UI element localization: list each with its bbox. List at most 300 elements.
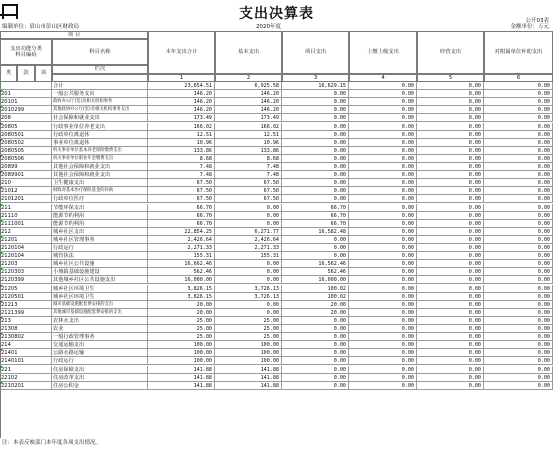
cell-amount[interactable]: 100.00	[215, 341, 282, 349]
table-row[interactable]	[0, 171, 553, 179]
table-row[interactable]	[0, 179, 553, 187]
cell-amount[interactable]: 66.70	[148, 204, 215, 212]
cell-amount[interactable]: 0.00	[484, 382, 553, 390]
cell-subject-name[interactable]: 住房改革支出	[52, 374, 148, 382]
cell-subject-name[interactable]: 公路水路运输	[52, 349, 148, 357]
cell-amount[interactable]: 0.00	[484, 147, 553, 155]
cell-amount[interactable]: 0.00	[417, 179, 484, 187]
cell-amount[interactable]: 20.00	[282, 309, 349, 317]
cell-amount[interactable]: 67.50	[148, 187, 215, 195]
cell-amount[interactable]: 0.00	[417, 195, 484, 203]
cell-amount[interactable]: 0.00	[349, 131, 417, 139]
table-row[interactable]	[0, 106, 553, 114]
cell-func-code[interactable]	[0, 179, 52, 187]
cell-func-code[interactable]	[0, 317, 52, 325]
cell-amount[interactable]: 146.20	[148, 106, 215, 114]
cell-amount[interactable]: 0.00	[349, 325, 417, 333]
cell-amount[interactable]: 0.00	[417, 309, 484, 317]
cell-subject-name[interactable]: 其他城市基础设施配套费安排的支出	[52, 309, 148, 317]
table-row[interactable]	[0, 309, 553, 317]
cell-amount[interactable]: 0.00	[417, 366, 484, 374]
cell-amount[interactable]: 0.00	[349, 382, 417, 390]
cell-amount[interactable]: 0.00	[282, 357, 349, 365]
cell-amount[interactable]: 0.00	[484, 357, 553, 365]
cell-amount[interactable]: 0.00	[417, 187, 484, 195]
cell-amount[interactable]: 0.00	[417, 357, 484, 365]
cell-amount[interactable]: 7.48	[215, 171, 282, 179]
cell-amount[interactable]: 2,271.33	[215, 244, 282, 252]
table-row[interactable]	[0, 341, 553, 349]
cell-amount[interactable]: 0.00	[417, 236, 484, 244]
cell-subject-name[interactable]: 其他社会保障和就业支出	[52, 163, 148, 171]
cell-func-code[interactable]	[0, 309, 52, 317]
cell-amount[interactable]: 20.00	[148, 301, 215, 309]
cell-func-code[interactable]	[0, 374, 52, 382]
cell-amount[interactable]: 0.00	[417, 293, 484, 301]
cell-amount[interactable]: 146.20	[215, 106, 282, 114]
cell-amount[interactable]: 0.00	[484, 98, 553, 106]
cell-amount[interactable]: 0.00	[417, 228, 484, 236]
cell-amount[interactable]: 0.00	[282, 163, 349, 171]
cell-amount[interactable]: 166.02	[215, 123, 282, 131]
cell-subject-name[interactable]: 城乡社区管理事务	[52, 236, 148, 244]
cell-amount[interactable]: 16,000.00	[148, 276, 215, 284]
table-row[interactable]	[0, 114, 553, 122]
cell-amount[interactable]: 3,726.13	[215, 293, 282, 301]
cell-func-code[interactable]	[0, 106, 52, 114]
cell-amount[interactable]: 146.20	[215, 98, 282, 106]
table-row[interactable]	[0, 374, 553, 382]
cell-amount[interactable]: 7.48	[148, 163, 215, 171]
cell-amount[interactable]: 0.00	[282, 317, 349, 325]
cell-subject-name[interactable]: 能源节约利用	[52, 220, 148, 228]
cell-amount[interactable]: 0.00	[282, 131, 349, 139]
cell-amount[interactable]: 146.20	[148, 90, 215, 98]
cell-amount[interactable]: 155.31	[148, 252, 215, 260]
cell-amount[interactable]: 146.20	[148, 98, 215, 106]
table-row[interactable]	[0, 366, 553, 374]
cell-subject-name[interactable]: 城管执法	[52, 252, 148, 260]
cell-amount[interactable]: 0.00	[215, 204, 282, 212]
cell-amount[interactable]: 0.00	[349, 374, 417, 382]
cell-amount[interactable]: 0.00	[417, 382, 484, 390]
cell-amount[interactable]: 3,826.15	[148, 293, 215, 301]
cell-amount[interactable]: 141.88	[148, 374, 215, 382]
table-row[interactable]	[0, 301, 553, 309]
cell-subject-name[interactable]: 城市基础设施配套费安排的支出	[52, 301, 148, 309]
cell-amount[interactable]: 0.00	[282, 374, 349, 382]
cell-amount[interactable]: 0.00	[215, 309, 282, 317]
cell-amount[interactable]: 0.00	[484, 163, 553, 171]
table-row[interactable]	[0, 212, 553, 220]
table-row[interactable]	[0, 139, 553, 147]
cell-amount[interactable]: 0.00	[417, 301, 484, 309]
table-row[interactable]	[0, 260, 553, 268]
cell-amount[interactable]: 0.00	[484, 131, 553, 139]
cell-func-code[interactable]	[0, 285, 52, 293]
cell-amount[interactable]: 0.00	[349, 285, 417, 293]
cell-amount[interactable]: 0.00	[484, 212, 553, 220]
cell-func-code[interactable]	[0, 260, 52, 268]
cell-amount[interactable]: 0.00	[417, 349, 484, 357]
cell-amount[interactable]: 100.02	[282, 293, 349, 301]
cell-amount[interactable]: 0.00	[417, 285, 484, 293]
cell-amount[interactable]: 0.00	[215, 301, 282, 309]
cell-amount[interactable]: 0.00	[349, 179, 417, 187]
cell-amount[interactable]: 0.00	[417, 106, 484, 114]
cell-subject-name[interactable]: 其他城乡社区公共设施支出	[52, 276, 148, 284]
cell-amount[interactable]: 16,662.46	[148, 260, 215, 268]
cell-amount[interactable]: 0.00	[484, 333, 553, 341]
cell-amount[interactable]: 25.00	[148, 325, 215, 333]
cell-amount[interactable]: 0.00	[417, 374, 484, 382]
cell-func-code[interactable]	[0, 82, 52, 90]
cell-subject-name[interactable]: 行政事业单位养老支出	[52, 123, 148, 131]
cell-subject-name[interactable]: 其他政协办公厅(室)及相关机构事务支出	[52, 106, 148, 114]
cell-amount[interactable]: 0.00	[282, 123, 349, 131]
cell-amount[interactable]: 10.96	[148, 139, 215, 147]
cell-amount[interactable]: 0.00	[349, 260, 417, 268]
table-row[interactable]	[0, 382, 553, 390]
cell-amount[interactable]: 146.20	[215, 90, 282, 98]
cell-amount[interactable]: 0.00	[417, 114, 484, 122]
cell-amount[interactable]: 0.00	[349, 317, 417, 325]
cell-amount[interactable]: 0.00	[215, 212, 282, 220]
cell-subject-name[interactable]: 行政单位离退休	[52, 131, 148, 139]
cell-amount[interactable]: 0.00	[349, 123, 417, 131]
table-row[interactable]	[0, 163, 553, 171]
cell-subject-name[interactable]: 行政运行	[52, 244, 148, 252]
cell-amount[interactable]: 0.00	[349, 349, 417, 357]
cell-amount[interactable]: 0.00	[349, 276, 417, 284]
cell-amount[interactable]: 0.00	[349, 195, 417, 203]
cell-subject-name[interactable]: 一般行政管理事务	[52, 333, 148, 341]
cell-amount[interactable]: 0.00	[484, 268, 553, 276]
cell-amount[interactable]: 0.00	[484, 187, 553, 195]
cell-func-code[interactable]	[0, 123, 52, 131]
cell-amount[interactable]: 0.00	[484, 171, 553, 179]
cell-amount[interactable]: 0.00	[282, 244, 349, 252]
cell-amount[interactable]: 0.00	[417, 325, 484, 333]
cell-amount[interactable]: 6,925.58	[215, 82, 282, 90]
cell-amount[interactable]: 67.50	[215, 187, 282, 195]
cell-amount[interactable]: 141.88	[148, 366, 215, 374]
cell-func-code[interactable]	[0, 276, 52, 284]
cell-amount[interactable]: 22,854.25	[148, 228, 215, 236]
cell-amount[interactable]: 0.00	[349, 268, 417, 276]
cell-amount[interactable]: 16,562.46	[282, 260, 349, 268]
cell-amount[interactable]: 0.00	[484, 244, 553, 252]
cell-amount[interactable]: 0.00	[349, 228, 417, 236]
cell-amount[interactable]: 0.00	[417, 98, 484, 106]
cell-amount[interactable]: 133.86	[148, 147, 215, 155]
cell-amount[interactable]: 0.00	[484, 236, 553, 244]
table-row[interactable]	[0, 155, 553, 163]
table-row[interactable]	[0, 204, 553, 212]
cell-amount[interactable]: 562.46	[148, 268, 215, 276]
cell-amount[interactable]: 66.70	[282, 220, 349, 228]
cell-func-code[interactable]	[0, 171, 52, 179]
cell-subject-name[interactable]: 事业单位离退休	[52, 139, 148, 147]
cell-func-code[interactable]	[0, 195, 52, 203]
cell-amount[interactable]: 0.00	[282, 147, 349, 155]
cell-subject-name[interactable]: 住房保障支出	[52, 366, 148, 374]
cell-amount[interactable]: 0.00	[349, 293, 417, 301]
cell-subject-name[interactable]: 城乡社区环境卫生	[52, 293, 148, 301]
cell-subject-name[interactable]: 农林水支出	[52, 317, 148, 325]
cell-amount[interactable]: 0.00	[282, 155, 349, 163]
cell-subject-name[interactable]: 能源节约利用	[52, 212, 148, 220]
cell-amount[interactable]: 67.50	[148, 195, 215, 203]
cell-amount[interactable]: 0.00	[417, 82, 484, 90]
cell-amount[interactable]: 173.49	[215, 114, 282, 122]
cell-amount[interactable]: 0.00	[484, 82, 553, 90]
cell-amount[interactable]: 3,726.13	[215, 285, 282, 293]
table-row[interactable]	[0, 147, 553, 155]
cell-amount[interactable]: 7.48	[148, 171, 215, 179]
cell-amount[interactable]: 0.00	[349, 171, 417, 179]
cell-amount[interactable]: 0.00	[282, 333, 349, 341]
cell-amount[interactable]: 0.00	[349, 212, 417, 220]
cell-amount[interactable]: 0.00	[484, 260, 553, 268]
table-row[interactable]	[0, 236, 553, 244]
cell-amount[interactable]: 3,826.15	[148, 285, 215, 293]
cell-subject-name[interactable]: 合计	[52, 82, 148, 90]
cell-amount[interactable]: 0.00	[282, 179, 349, 187]
cell-amount[interactable]: 0.00	[349, 187, 417, 195]
cell-func-code[interactable]	[0, 382, 52, 390]
cell-amount[interactable]: 100.00	[148, 349, 215, 357]
cell-amount[interactable]: 0.00	[484, 285, 553, 293]
cell-amount[interactable]: 0.00	[484, 252, 553, 260]
cell-amount[interactable]: 16,582.48	[282, 228, 349, 236]
cell-amount[interactable]: 0.00	[349, 90, 417, 98]
cell-amount[interactable]: 155.31	[215, 252, 282, 260]
cell-amount[interactable]: 141.88	[148, 382, 215, 390]
cell-amount[interactable]: 0.00	[417, 333, 484, 341]
cell-func-code[interactable]	[0, 341, 52, 349]
cell-amount[interactable]: 0.00	[484, 106, 553, 114]
cell-amount[interactable]: 0.00	[417, 252, 484, 260]
cell-func-code[interactable]	[0, 163, 52, 171]
cell-amount[interactable]: 25.00	[215, 333, 282, 341]
cell-amount[interactable]: 0.00	[349, 244, 417, 252]
cell-func-code[interactable]	[0, 90, 52, 98]
cell-amount[interactable]: 0.00	[417, 220, 484, 228]
cell-func-code[interactable]	[0, 147, 52, 155]
cell-amount[interactable]: 0.00	[282, 325, 349, 333]
table-row[interactable]	[0, 293, 553, 301]
cell-amount[interactable]: 0.00	[349, 204, 417, 212]
cell-amount[interactable]: 0.00	[484, 309, 553, 317]
cell-amount[interactable]: 0.00	[349, 163, 417, 171]
cell-amount[interactable]: 0.00	[417, 131, 484, 139]
cell-amount[interactable]: 562.46	[282, 268, 349, 276]
cell-func-code[interactable]	[0, 114, 52, 122]
cell-subject-name[interactable]: 城乡社区环境卫生	[52, 285, 148, 293]
cell-func-code[interactable]	[0, 98, 52, 106]
cell-func-code[interactable]	[0, 212, 52, 220]
cell-amount[interactable]: 20.00	[282, 301, 349, 309]
cell-func-code[interactable]	[0, 244, 52, 252]
cell-func-code[interactable]	[0, 333, 52, 341]
table-row[interactable]	[0, 317, 553, 325]
cell-amount[interactable]: 133.86	[215, 147, 282, 155]
cell-amount[interactable]: 0.00	[484, 195, 553, 203]
cell-subject-name[interactable]: 行政运行	[52, 357, 148, 365]
cell-amount[interactable]: 0.00	[417, 204, 484, 212]
cell-subject-name[interactable]: 交通运输支出	[52, 341, 148, 349]
cell-subject-name[interactable]: 财政对基本医疗保险基金的补助	[52, 187, 148, 195]
cell-amount[interactable]: 0.00	[282, 114, 349, 122]
table-row[interactable]	[0, 333, 553, 341]
cell-amount[interactable]: 0.00	[417, 260, 484, 268]
cell-amount[interactable]: 0.00	[484, 139, 553, 147]
cell-amount[interactable]: 0.00	[282, 252, 349, 260]
cell-amount[interactable]: 0.00	[282, 366, 349, 374]
cell-amount[interactable]: 0.00	[349, 114, 417, 122]
cell-amount[interactable]: 66.70	[282, 204, 349, 212]
cell-amount[interactable]: 0.00	[484, 114, 553, 122]
table-row[interactable]	[0, 220, 553, 228]
cell-func-code[interactable]	[0, 220, 52, 228]
cell-amount[interactable]: 0.00	[484, 325, 553, 333]
cell-amount[interactable]: 0.00	[349, 333, 417, 341]
table-row[interactable]	[0, 228, 553, 236]
cell-amount[interactable]: 8.68	[215, 155, 282, 163]
cell-amount[interactable]: 0.00	[417, 155, 484, 163]
table-row[interactable]	[0, 285, 553, 293]
cell-amount[interactable]: 0.00	[282, 382, 349, 390]
cell-amount[interactable]: 0.00	[349, 252, 417, 260]
cell-amount[interactable]: 0.00	[349, 341, 417, 349]
cell-amount[interactable]: 2,426.64	[148, 236, 215, 244]
cell-amount[interactable]: 12.51	[215, 131, 282, 139]
cell-amount[interactable]: 23,654.51	[148, 82, 215, 90]
cell-amount[interactable]: 0.00	[484, 366, 553, 374]
cell-amount[interactable]: 0.00	[417, 244, 484, 252]
cell-amount[interactable]: 66.70	[148, 220, 215, 228]
cell-func-code[interactable]	[0, 187, 52, 195]
cell-amount[interactable]: 0.00	[417, 212, 484, 220]
cell-amount[interactable]: 67.50	[148, 179, 215, 187]
cell-func-code[interactable]	[0, 252, 52, 260]
cell-amount[interactable]: 25.00	[215, 325, 282, 333]
cell-func-code[interactable]	[0, 366, 52, 374]
cell-amount[interactable]: 12.51	[148, 131, 215, 139]
table-row[interactable]	[0, 276, 553, 284]
cell-amount[interactable]: 141.88	[215, 366, 282, 374]
cell-amount[interactable]: 66.70	[148, 212, 215, 220]
cell-func-code[interactable]	[0, 155, 52, 163]
cell-amount[interactable]: 0.00	[282, 90, 349, 98]
cell-func-code[interactable]	[0, 131, 52, 139]
cell-amount[interactable]: 0.00	[349, 357, 417, 365]
cell-func-code[interactable]	[0, 301, 52, 309]
cell-amount[interactable]: 0.00	[484, 301, 553, 309]
table-row[interactable]	[0, 98, 553, 106]
cell-amount[interactable]: 0.00	[484, 204, 553, 212]
cell-amount[interactable]: 100.00	[148, 357, 215, 365]
table-row[interactable]	[0, 268, 553, 276]
cell-amount[interactable]: 0.00	[484, 123, 553, 131]
cell-amount[interactable]: 0.00	[417, 90, 484, 98]
cell-amount[interactable]: 0.00	[282, 171, 349, 179]
cell-amount[interactable]: 0.00	[484, 349, 553, 357]
cell-amount[interactable]: 8.68	[148, 155, 215, 163]
cell-subject-name[interactable]: 一般公共服务支出	[52, 90, 148, 98]
cell-amount[interactable]: 0.00	[349, 236, 417, 244]
cell-amount[interactable]: 10.96	[215, 139, 282, 147]
cell-amount[interactable]: 173.49	[148, 114, 215, 122]
cell-subject-name[interactable]: 机关事业单位职业年金缴费支出	[52, 155, 148, 163]
cell-subject-name[interactable]: 城乡社区支出	[52, 228, 148, 236]
cell-subject-name[interactable]: 政协办公厅(室)及相关机构事务	[52, 98, 148, 106]
table-row[interactable]	[0, 325, 553, 333]
cell-func-code[interactable]	[0, 293, 52, 301]
cell-subject-name[interactable]: 农业	[52, 325, 148, 333]
cell-subject-name[interactable]: 行政单位医疗	[52, 195, 148, 203]
cell-amount[interactable]: 0.00	[282, 341, 349, 349]
cell-amount[interactable]: 0.00	[484, 374, 553, 382]
cell-amount[interactable]: 0.00	[417, 268, 484, 276]
cell-amount[interactable]: 0.00	[417, 341, 484, 349]
cell-amount[interactable]: 2,271.33	[148, 244, 215, 252]
cell-amount[interactable]: 16,629.15	[282, 82, 349, 90]
cell-amount[interactable]: 0.00	[484, 220, 553, 228]
cell-amount[interactable]: 0.00	[417, 147, 484, 155]
table-row[interactable]	[0, 195, 553, 203]
cell-func-code[interactable]	[0, 325, 52, 333]
cell-amount[interactable]: 0.00	[349, 366, 417, 374]
cell-amount[interactable]: 0.00	[349, 106, 417, 114]
cell-func-code[interactable]	[0, 139, 52, 147]
cell-amount[interactable]: 0.00	[215, 260, 282, 268]
cell-amount[interactable]: 0.00	[417, 163, 484, 171]
table-row[interactable]	[0, 123, 553, 131]
cell-amount[interactable]: 0.00	[417, 317, 484, 325]
cell-amount[interactable]: 0.00	[349, 220, 417, 228]
cell-amount[interactable]: 0.00	[484, 90, 553, 98]
cell-amount[interactable]: 0.00	[484, 276, 553, 284]
cell-subject-name[interactable]: 机关事业单位基本养老保险缴费支出	[52, 147, 148, 155]
table-row[interactable]	[0, 252, 553, 260]
cell-amount[interactable]: 141.88	[215, 382, 282, 390]
cell-amount[interactable]: 25.00	[215, 317, 282, 325]
cell-amount[interactable]: 0.00	[417, 123, 484, 131]
cell-amount[interactable]: 0.00	[349, 301, 417, 309]
cell-subject-name[interactable]: 住房公积金	[52, 382, 148, 390]
cell-amount[interactable]: 0.00	[282, 349, 349, 357]
cell-amount[interactable]: 0.00	[349, 139, 417, 147]
cell-subject-name[interactable]: 卫生健康支出	[52, 179, 148, 187]
cell-func-code[interactable]	[0, 204, 52, 212]
cell-amount[interactable]: 100.00	[215, 349, 282, 357]
table-row[interactable]	[0, 349, 553, 357]
cell-amount[interactable]: 0.00	[282, 98, 349, 106]
cell-amount[interactable]: 0.00	[282, 106, 349, 114]
cell-amount[interactable]: 0.00	[484, 341, 553, 349]
cell-amount[interactable]: 100.00	[215, 357, 282, 365]
cell-amount[interactable]: 2,426.64	[215, 236, 282, 244]
cell-amount[interactable]: 0.00	[484, 293, 553, 301]
cell-subject-name[interactable]: 其他社会保障和就业支出	[52, 171, 148, 179]
table-row[interactable]	[0, 90, 553, 98]
cell-amount[interactable]: 0.00	[484, 179, 553, 187]
cell-amount[interactable]: 0.00	[484, 155, 553, 163]
cell-amount[interactable]: 25.00	[148, 333, 215, 341]
cell-func-code[interactable]	[0, 236, 52, 244]
